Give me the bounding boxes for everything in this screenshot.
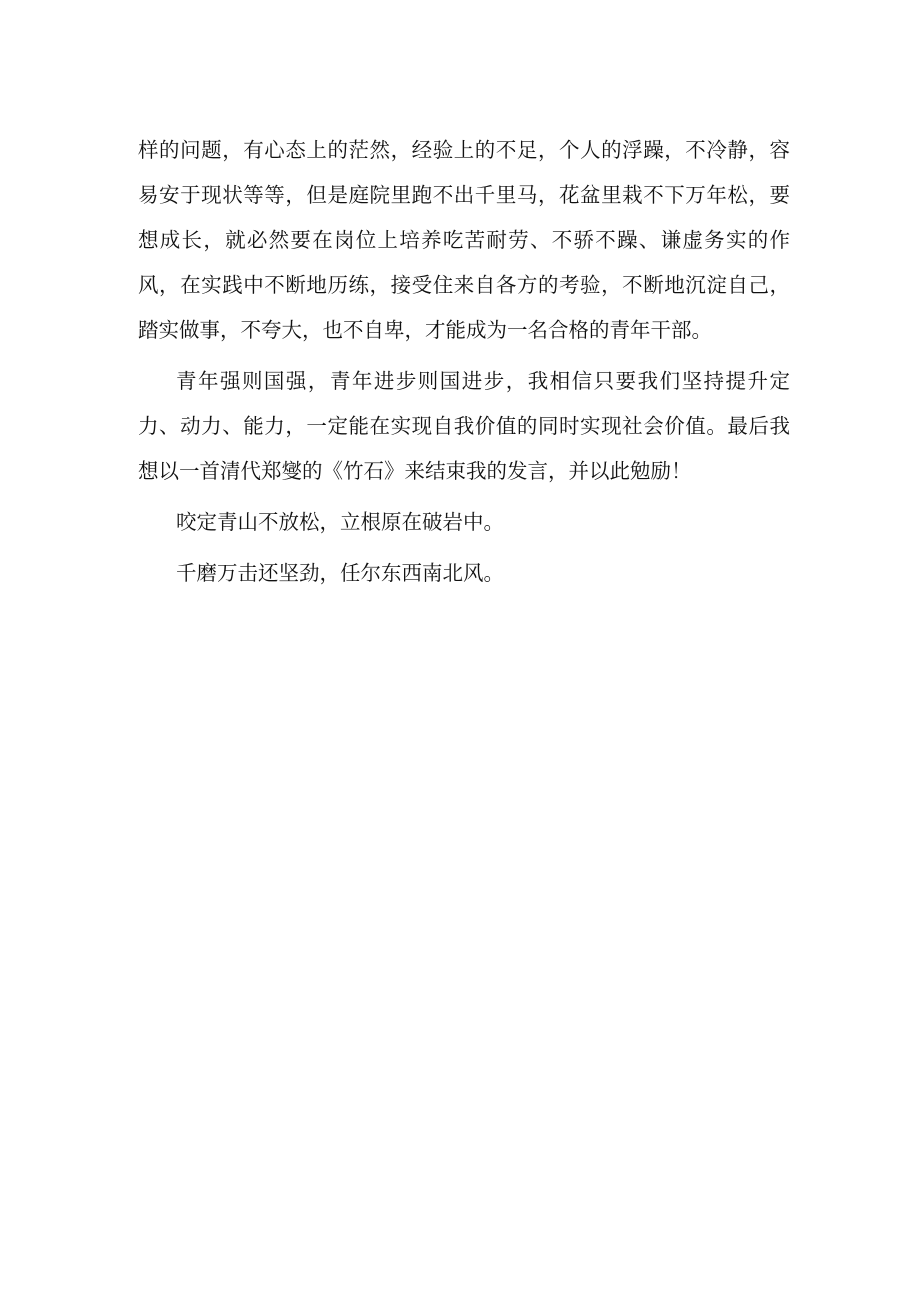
paragraph-1: 样的问题，有心态上的茫然，经验上的不足，个人的浮躁，不冷静，容易安于现状等等，但是庭院里跑不出千里马，花盆里栽不下万年松，要想成长，就必然要在岗位上培养吃苦耐劳、不骄不躁、谦虚务实的作风，在实践中不断地历练，接受住来自各方的考验，不断地沉淀自己，踏实做事，不夸大，也不自卑，才能成为一名合格的青年干部。 (138, 138, 790, 342)
poem-line-2: 千磨万击还坚劲，任尔东西南北风。 (176, 561, 504, 585)
poem-line-1: 咬定青山不放松，立根原在破岩中。 (176, 510, 504, 534)
document-body (138, 128, 790, 602)
paragraph-2: 青年强则国强，青年进步则国进步，我相信只要我们坚持提升定力、动力、能力，一定能在实现自我价值的同时实现社会价值。最后我想以一首清代郑燮的《竹石》来结束我的发言，并以此勉励！ (138, 369, 790, 483)
